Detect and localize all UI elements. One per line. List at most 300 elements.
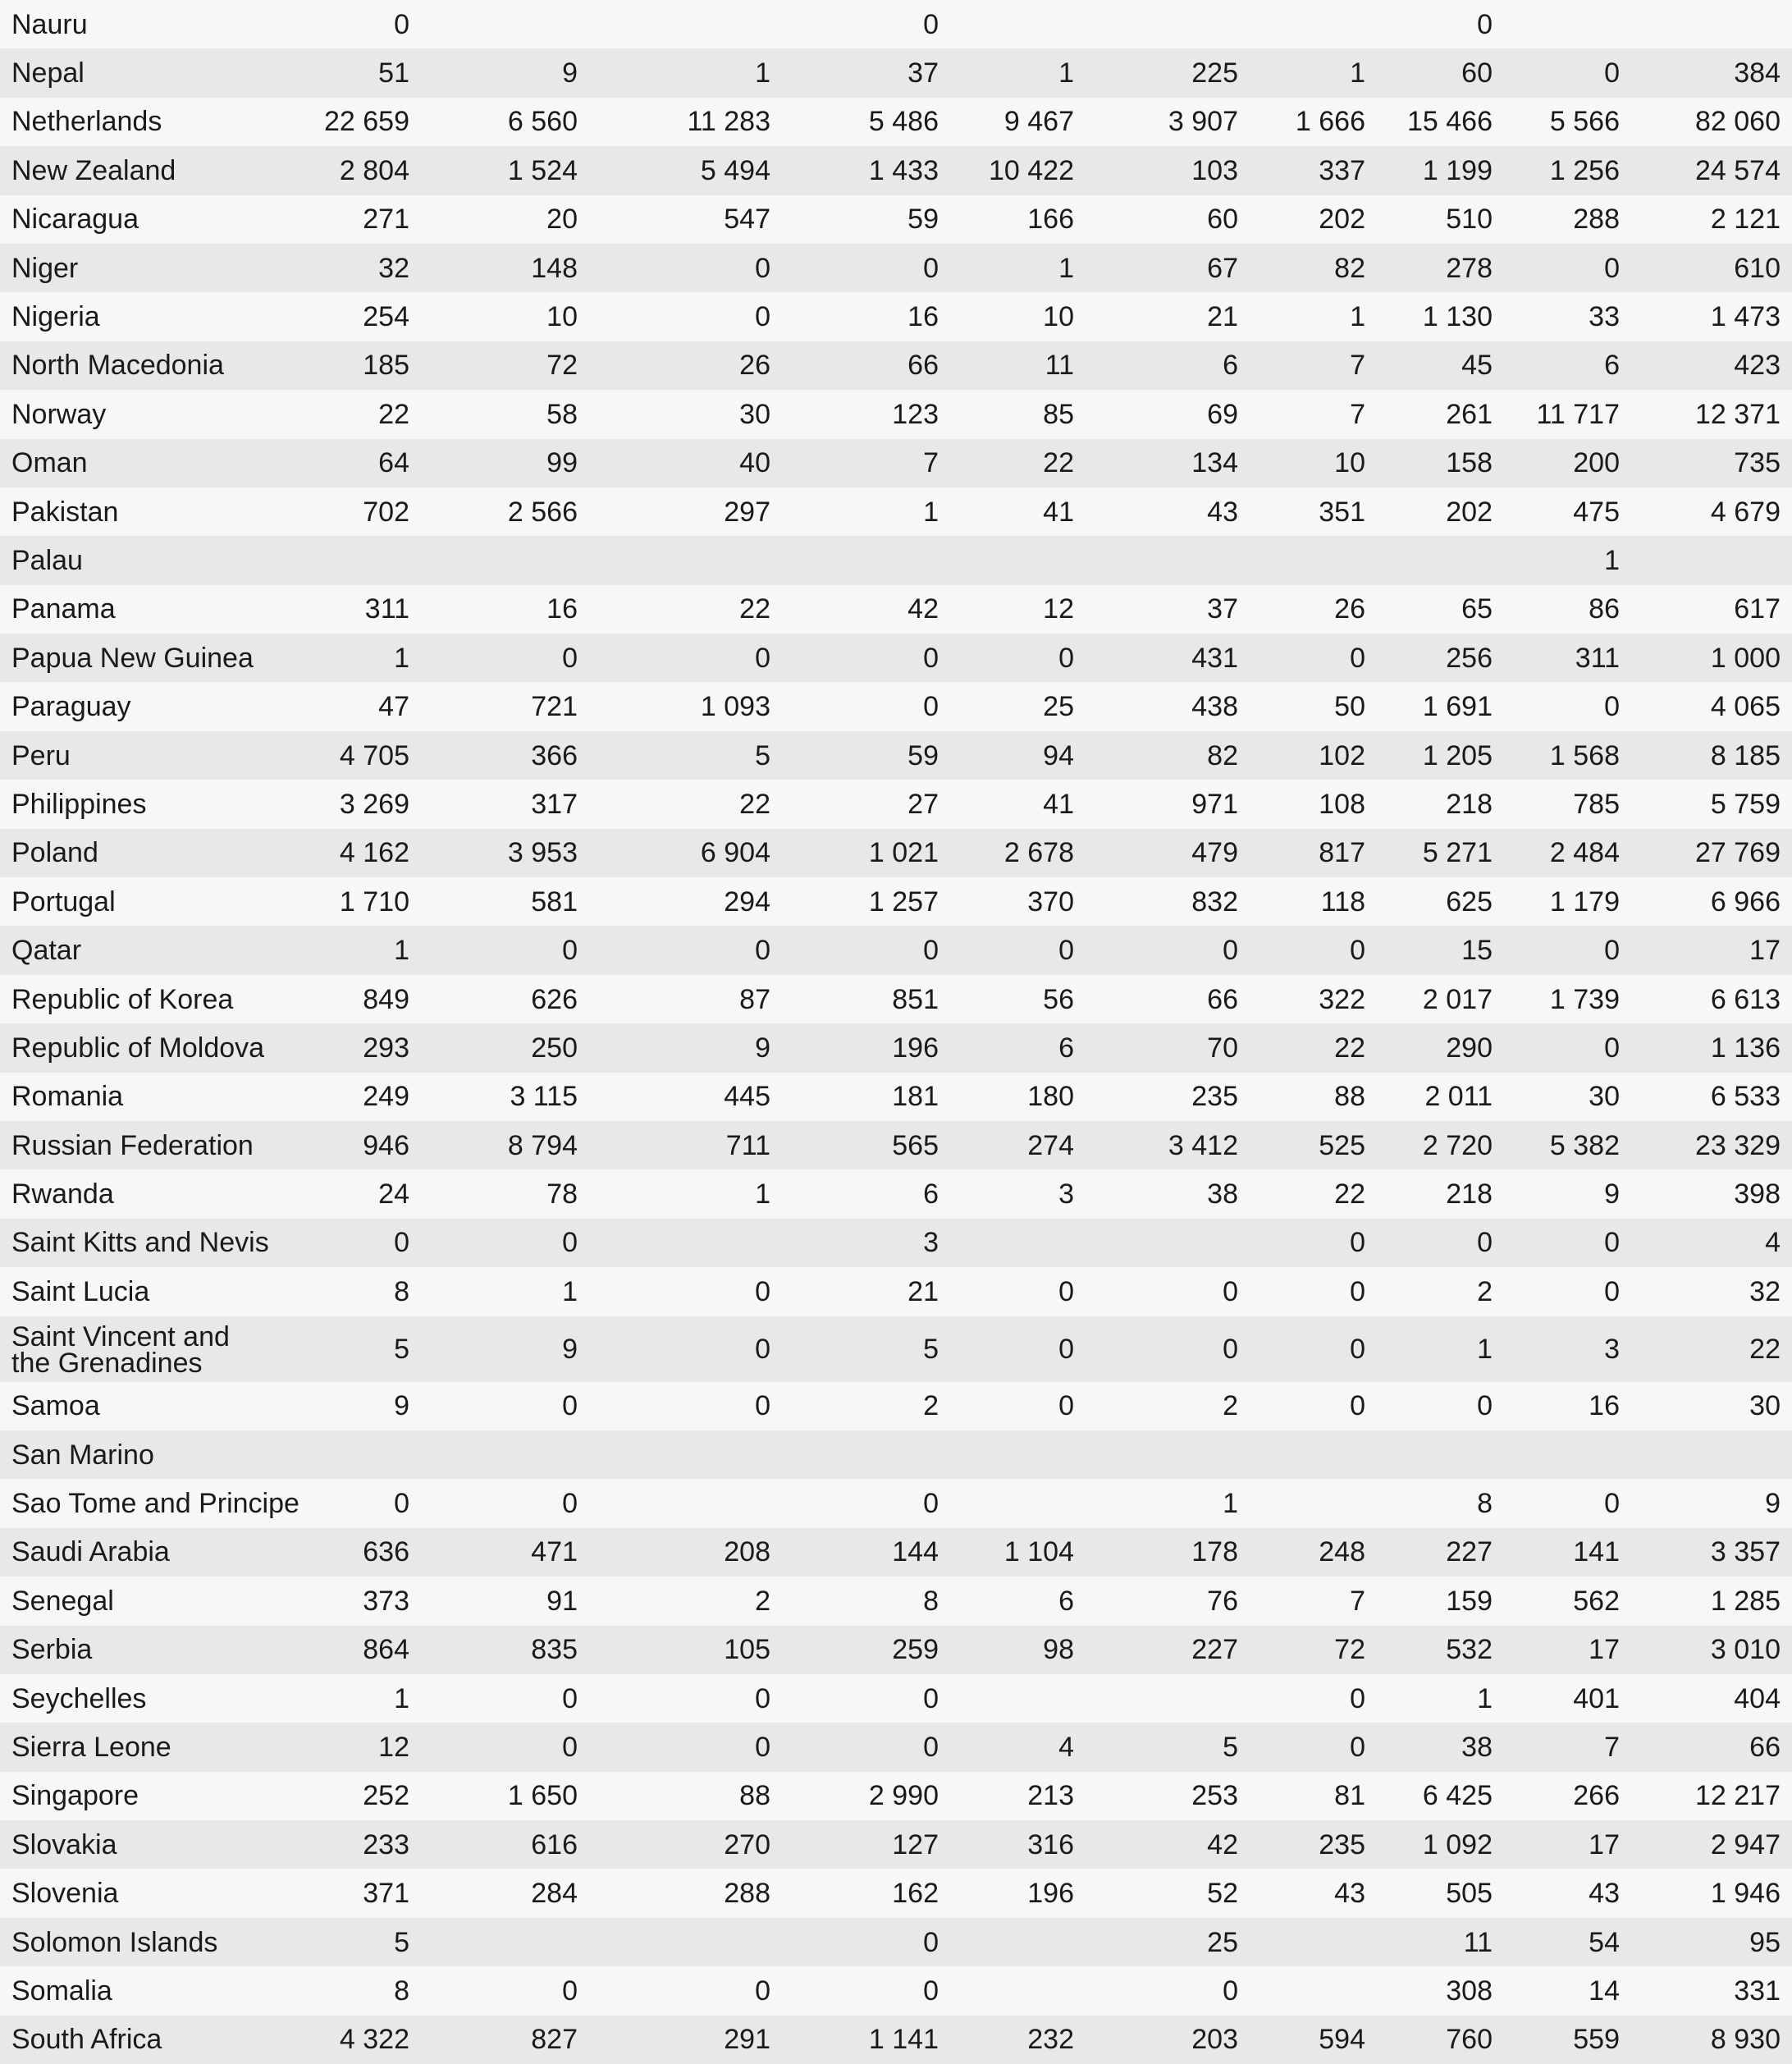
value-cell <box>1243 1430 1370 1479</box>
value-cell: 1 179 <box>1549 886 1620 918</box>
country-name-cell: Saint Lucia <box>11 1275 150 1307</box>
value-cell: 203 <box>1191 2024 1238 2056</box>
value-cell: 1 <box>394 935 409 967</box>
value-cell <box>775 536 944 584</box>
table-row <box>0 1382 1792 1430</box>
value-cell: 290 <box>1446 1032 1493 1064</box>
table-row <box>0 731 1792 780</box>
value-cell: 2 484 <box>1549 837 1620 869</box>
value-cell: 946 <box>363 1129 409 1161</box>
value-cell: 98 <box>1043 1634 1074 1666</box>
value-cell: 5 566 <box>1549 106 1620 138</box>
table-row <box>0 1316 1792 1382</box>
value-cell <box>1370 536 1497 584</box>
value-cell: 0 <box>394 8 409 40</box>
value-cell <box>1497 0 1625 48</box>
value-cell: 26 <box>1334 593 1365 625</box>
table-row <box>0 244 1792 292</box>
value-cell: 118 <box>1320 886 1365 918</box>
table-row <box>0 1267 1792 1316</box>
value-cell: 284 <box>531 1878 578 1910</box>
table-row <box>0 829 1792 877</box>
value-cell: 565 <box>892 1129 939 1161</box>
value-cell: 10 <box>1334 447 1365 479</box>
total-cell: 82 060 <box>1695 106 1781 138</box>
value-cell: 235 <box>1191 1081 1238 1113</box>
value-cell: 159 <box>1446 1585 1493 1617</box>
value-cell: 293 <box>363 1032 409 1064</box>
country-name-cell: Russian Federation <box>11 1129 254 1161</box>
value-cell: 0 <box>1350 1275 1365 1307</box>
country-name-cell: Sierra Leone <box>11 1731 171 1763</box>
value-cell: 297 <box>724 496 770 528</box>
value-cell: 16 <box>1589 1390 1620 1422</box>
country-name-cell: Palau <box>11 544 83 576</box>
total-cell: 24 574 <box>1695 154 1781 186</box>
value-cell <box>1243 536 1370 584</box>
value-cell: 22 <box>739 593 770 625</box>
value-cell: 1 <box>1350 301 1365 333</box>
value-cell: 9 <box>562 57 578 89</box>
value-cell: 1 710 <box>339 886 409 918</box>
value-cell: 471 <box>531 1536 578 1568</box>
value-cell: 636 <box>363 1536 409 1568</box>
value-cell: 266 <box>1573 1780 1620 1812</box>
value-cell: 505 <box>1446 1878 1493 1910</box>
value-cell <box>583 1918 775 1966</box>
country-name-cell: Niger <box>11 252 79 284</box>
value-cell: 52 <box>1207 1878 1238 1910</box>
country-name-cell: Qatar <box>11 935 82 967</box>
value-cell: 7 <box>1350 350 1365 382</box>
total-cell: 384 <box>1734 57 1781 89</box>
value-cell: 311 <box>1575 642 1620 674</box>
table-row <box>0 1169 1792 1218</box>
value-cell: 40 <box>739 447 770 479</box>
value-cell: 123 <box>892 398 939 430</box>
value-cell <box>1243 0 1370 48</box>
value-cell: 1 433 <box>868 154 939 186</box>
value-cell: 0 <box>755 1390 770 1422</box>
value-cell: 86 <box>1589 593 1620 625</box>
value-cell: 87 <box>739 983 770 1015</box>
country-name-cell: Somalia <box>11 1975 112 2007</box>
value-cell: 760 <box>1446 2024 1493 2056</box>
country-name-cell: Oman <box>11 447 88 479</box>
table-row <box>0 1528 1792 1577</box>
value-cell: 1 <box>755 57 770 89</box>
value-cell <box>1079 1219 1243 1267</box>
value-cell: 14 <box>1589 1975 1620 2007</box>
total-cell: 3 357 <box>1710 1536 1781 1568</box>
value-cell: 0 <box>1350 1227 1365 1259</box>
value-cell: 5 271 <box>1422 837 1493 869</box>
value-cell: 971 <box>1191 788 1238 820</box>
value-cell: 3 <box>1058 1178 1074 1210</box>
table-row <box>0 1430 1792 1479</box>
value-cell: 9 <box>1604 1178 1620 1210</box>
value-cell: 1 739 <box>1549 983 1620 1015</box>
value-cell: 225 <box>1191 57 1238 89</box>
value-cell: 401 <box>1573 1682 1620 1714</box>
value-cell: 0 <box>755 1682 770 1714</box>
value-cell: 317 <box>531 788 578 820</box>
value-cell: 278 <box>1446 252 1493 284</box>
value-cell: 0 <box>755 1333 770 1365</box>
value-cell: 0 <box>923 1682 939 1714</box>
value-cell: 316 <box>1027 1828 1074 1860</box>
value-cell: 91 <box>546 1585 578 1617</box>
table-row <box>0 98 1792 146</box>
value-cell: 1 <box>1477 1333 1493 1365</box>
value-cell: 261 <box>1446 398 1493 430</box>
total-cell: 2 947 <box>1710 1828 1781 1860</box>
value-cell: 10 422 <box>989 154 1074 186</box>
value-cell: 17 <box>1589 1828 1620 1860</box>
country-name-cell: Netherlands <box>11 106 162 138</box>
value-cell: 625 <box>1446 886 1493 918</box>
total-cell: 4 <box>1765 1227 1781 1259</box>
value-cell: 0 <box>923 1488 939 1520</box>
value-cell <box>944 1918 1079 1966</box>
value-cell: 33 <box>1589 301 1620 333</box>
value-cell: 43 <box>1334 1878 1365 1910</box>
table-row <box>0 1918 1792 1966</box>
total-cell: 9 <box>1765 1488 1781 1520</box>
value-cell: 8 <box>1477 1488 1493 1520</box>
total-cell: 1 136 <box>1710 1032 1781 1064</box>
value-cell: 366 <box>531 739 578 771</box>
value-cell: 0 <box>562 642 578 674</box>
value-cell: 3 953 <box>507 837 578 869</box>
value-cell: 864 <box>363 1634 409 1666</box>
value-cell: 42 <box>1207 1828 1238 1860</box>
value-cell: 21 <box>1207 301 1238 333</box>
value-cell <box>414 0 583 48</box>
value-cell: 30 <box>1589 1081 1620 1113</box>
value-cell: 7 <box>1350 398 1365 430</box>
value-cell: 3 269 <box>339 788 409 820</box>
value-cell <box>583 1430 775 1479</box>
value-cell: 0 <box>1350 1731 1365 1763</box>
value-cell: 51 <box>378 57 409 89</box>
table-row <box>0 926 1792 974</box>
value-cell: 181 <box>892 1081 939 1113</box>
country-name-cell: Poland <box>11 837 98 869</box>
value-cell: 2 <box>1223 1390 1238 1422</box>
value-cell: 475 <box>1573 496 1620 528</box>
value-cell: 102 <box>1319 739 1365 771</box>
total-cell: 617 <box>1734 593 1781 625</box>
value-cell: 0 <box>755 1975 770 2007</box>
country-name-cell: Nauru <box>11 8 88 40</box>
value-cell: 832 <box>1191 886 1238 918</box>
value-cell: 0 <box>1604 1032 1620 1064</box>
value-cell: 1 524 <box>507 154 578 186</box>
value-cell: 1 <box>1477 1682 1493 1714</box>
value-cell: 69 <box>1207 398 1238 430</box>
value-cell: 3 412 <box>1168 1129 1238 1161</box>
value-cell: 510 <box>1446 204 1493 236</box>
value-cell <box>775 1430 944 1479</box>
value-cell: 351 <box>1319 496 1365 528</box>
country-name-cell: Solomon Islands <box>11 1926 218 1958</box>
value-cell: 6 904 <box>700 837 770 869</box>
total-cell: 4 065 <box>1710 691 1781 723</box>
country-name-cell: Nigeria <box>11 301 100 333</box>
country-name-cell: Peru <box>11 739 71 771</box>
total-cell: 95 <box>1749 1926 1781 1958</box>
value-cell: 158 <box>1446 447 1493 479</box>
value-cell <box>583 1219 775 1267</box>
value-cell: 0 <box>1604 1227 1620 1259</box>
country-name-cell: Portugal <box>11 886 116 918</box>
value-cell: 562 <box>1573 1585 1620 1617</box>
value-cell: 66 <box>907 350 939 382</box>
value-cell: 64 <box>378 447 409 479</box>
value-cell <box>271 1430 414 1479</box>
value-cell <box>1079 1674 1243 1723</box>
value-cell: 2 <box>923 1390 939 1422</box>
value-cell: 288 <box>1573 204 1620 236</box>
value-cell: 0 <box>1604 935 1620 967</box>
value-cell: 849 <box>363 983 409 1015</box>
total-cell: 8 930 <box>1710 2024 1781 2056</box>
value-cell <box>1079 536 1243 584</box>
value-cell: 9 <box>394 1390 409 1422</box>
value-cell: 0 <box>1058 935 1074 967</box>
value-cell: 1 666 <box>1295 106 1365 138</box>
value-cell: 38 <box>1461 1731 1493 1763</box>
value-cell: 0 <box>562 1975 578 2007</box>
value-cell: 10 <box>546 301 578 333</box>
value-cell: 38 <box>1207 1178 1238 1210</box>
value-cell <box>1243 1918 1370 1966</box>
country-name-cell: Samoa <box>11 1390 100 1422</box>
value-cell: 88 <box>1334 1081 1365 1113</box>
value-cell: 59 <box>907 204 939 236</box>
value-cell: 43 <box>1207 496 1238 528</box>
value-cell: 22 659 <box>324 106 409 138</box>
value-cell: 218 <box>1446 1178 1493 1210</box>
total-cell: 735 <box>1734 447 1781 479</box>
value-cell: 30 <box>739 398 770 430</box>
value-cell <box>1079 0 1243 48</box>
value-cell: 72 <box>1334 1634 1365 1666</box>
total-cell: 27 769 <box>1695 837 1781 869</box>
value-cell: 16 <box>546 593 578 625</box>
value-cell: 42 <box>907 593 939 625</box>
value-cell: 60 <box>1207 204 1238 236</box>
value-cell: 311 <box>364 593 409 625</box>
value-cell <box>583 1479 775 1527</box>
value-cell: 0 <box>923 1975 939 2007</box>
country-name-cell: Nicaragua <box>11 204 139 236</box>
value-cell: 1 <box>923 496 939 528</box>
value-cell: 37 <box>907 57 939 89</box>
value-cell <box>944 1966 1079 2015</box>
value-cell: 22 <box>1334 1178 1365 1210</box>
value-cell: 370 <box>1027 886 1074 918</box>
value-cell: 0 <box>1058 1333 1074 1365</box>
country-name-cell: Saint Kitts and Nevis <box>11 1227 269 1259</box>
country-name-cell: San Marino <box>11 1439 154 1471</box>
value-cell: 2 678 <box>1003 837 1074 869</box>
value-cell: 6 <box>1604 350 1620 382</box>
value-cell: 5 494 <box>700 154 770 186</box>
table-row <box>0 487 1792 536</box>
value-cell: 702 <box>363 496 409 528</box>
table-row <box>0 634 1792 682</box>
value-cell: 581 <box>531 886 578 918</box>
value-cell <box>1243 1479 1370 1527</box>
total-cell: 398 <box>1734 1178 1781 1210</box>
value-cell: 25 <box>1043 691 1074 723</box>
value-cell: 82 <box>1334 252 1365 284</box>
value-cell: 0 <box>1223 935 1238 967</box>
value-cell: 0 <box>562 1227 578 1259</box>
value-cell: 4 <box>1058 1731 1074 1763</box>
value-cell: 0 <box>562 935 578 967</box>
value-cell: 233 <box>363 1828 409 1860</box>
value-cell: 431 <box>1191 642 1238 674</box>
value-cell: 785 <box>1573 788 1620 820</box>
value-cell: 11 <box>1463 1926 1493 1958</box>
value-cell: 1 <box>394 642 409 674</box>
value-cell: 559 <box>1573 2024 1620 2056</box>
value-cell: 0 <box>1058 642 1074 674</box>
value-cell: 26 <box>739 350 770 382</box>
value-cell: 7 <box>1604 1731 1620 1763</box>
value-cell: 259 <box>892 1634 939 1666</box>
value-cell: 0 <box>923 642 939 674</box>
value-cell: 0 <box>923 691 939 723</box>
value-cell: 0 <box>1058 1275 1074 1307</box>
value-cell: 178 <box>1191 1536 1238 1568</box>
value-cell: 50 <box>1334 691 1365 723</box>
value-cell <box>944 1430 1079 1479</box>
value-cell: 22 <box>1043 447 1074 479</box>
value-cell: 59 <box>907 739 939 771</box>
value-cell: 21 <box>907 1275 939 1307</box>
value-cell: 288 <box>724 1878 770 1910</box>
value-cell: 67 <box>1207 252 1238 284</box>
value-cell: 5 382 <box>1549 1129 1620 1161</box>
total-cell: 66 <box>1749 1731 1781 1763</box>
value-cell: 185 <box>363 350 409 382</box>
value-cell: 22 <box>378 398 409 430</box>
value-cell: 1 257 <box>868 886 939 918</box>
total-cell <box>1625 0 1792 48</box>
table-row <box>0 975 1792 1023</box>
value-cell: 1 <box>562 1275 578 1307</box>
value-cell: 22 <box>739 788 770 820</box>
value-cell: 202 <box>1446 496 1493 528</box>
value-cell: 445 <box>724 1081 770 1113</box>
table-row <box>0 1121 1792 1169</box>
value-cell: 25 <box>1207 1926 1238 1958</box>
value-cell: 82 <box>1207 739 1238 771</box>
value-cell <box>944 1674 1079 1723</box>
value-cell: 7 <box>923 447 939 479</box>
value-cell: 8 <box>394 1275 409 1307</box>
value-cell: 232 <box>1027 2024 1074 2056</box>
value-cell: 6 425 <box>1422 1780 1493 1812</box>
country-name-cell: Sao Tome and Principe <box>11 1488 299 1520</box>
value-cell: 180 <box>1027 1081 1074 1113</box>
total-cell: 2 121 <box>1710 204 1781 236</box>
value-cell: 56 <box>1043 983 1074 1015</box>
value-cell: 1 093 <box>700 691 770 723</box>
value-cell: 11 <box>1045 350 1074 382</box>
country-name-cell: Nepal <box>11 57 85 89</box>
value-cell: 0 <box>755 935 770 967</box>
total-cell: 22 <box>1749 1333 1781 1365</box>
value-cell: 2 566 <box>507 496 578 528</box>
table-row <box>0 1626 1792 1674</box>
total-cell <box>1625 1430 1792 1479</box>
value-cell: 45 <box>1461 350 1493 382</box>
value-cell: 2 011 <box>1424 1081 1493 1113</box>
value-cell: 1 <box>1058 57 1074 89</box>
value-cell: 94 <box>1043 739 1074 771</box>
total-cell: 3 010 <box>1710 1634 1781 1666</box>
value-cell <box>271 536 414 584</box>
value-cell: 1 021 <box>868 837 939 869</box>
value-cell: 17 <box>1589 1634 1620 1666</box>
total-cell: 8 185 <box>1710 739 1781 771</box>
value-cell: 254 <box>363 301 409 333</box>
total-cell: 12 217 <box>1695 1780 1781 1812</box>
value-cell: 827 <box>531 2024 578 2056</box>
country-name-cell: Papua New Guinea <box>11 642 254 674</box>
value-cell: 78 <box>546 1178 578 1210</box>
value-cell <box>944 536 1079 584</box>
value-cell: 72 <box>546 350 578 382</box>
value-cell: 1 141 <box>868 2024 939 2056</box>
value-cell: 6 <box>1223 350 1238 382</box>
value-cell: 85 <box>1043 398 1074 430</box>
value-cell: 0 <box>1604 1275 1620 1307</box>
country-name-cell: Singapore <box>11 1780 139 1812</box>
country-name-cell: Paraguay <box>11 691 131 723</box>
value-cell: 65 <box>1461 593 1493 625</box>
value-cell: 291 <box>724 2024 770 2056</box>
table-row <box>0 439 1792 487</box>
table-row <box>0 146 1792 195</box>
country-name-cell: Pakistan <box>11 496 119 528</box>
value-cell: 88 <box>739 1780 770 1812</box>
value-cell <box>414 1430 583 1479</box>
value-cell: 11 283 <box>687 106 770 138</box>
table-row <box>0 1674 1792 1723</box>
value-cell: 8 <box>923 1585 939 1617</box>
value-cell: 2 804 <box>339 154 409 186</box>
value-cell: 835 <box>531 1634 578 1666</box>
value-cell: 58 <box>546 398 578 430</box>
value-cell: 0 <box>923 8 939 40</box>
value-cell: 250 <box>531 1032 578 1064</box>
value-cell: 32 <box>378 252 409 284</box>
value-cell: 256 <box>1446 642 1493 674</box>
value-cell: 2 017 <box>1422 983 1493 1015</box>
value-cell: 0 <box>1604 1488 1620 1520</box>
value-cell: 5 <box>923 1333 939 1365</box>
table-row <box>0 1820 1792 1869</box>
value-cell: 54 <box>1589 1926 1620 1958</box>
total-cell: 6 613 <box>1710 983 1781 1015</box>
value-cell: 5 486 <box>868 106 939 138</box>
